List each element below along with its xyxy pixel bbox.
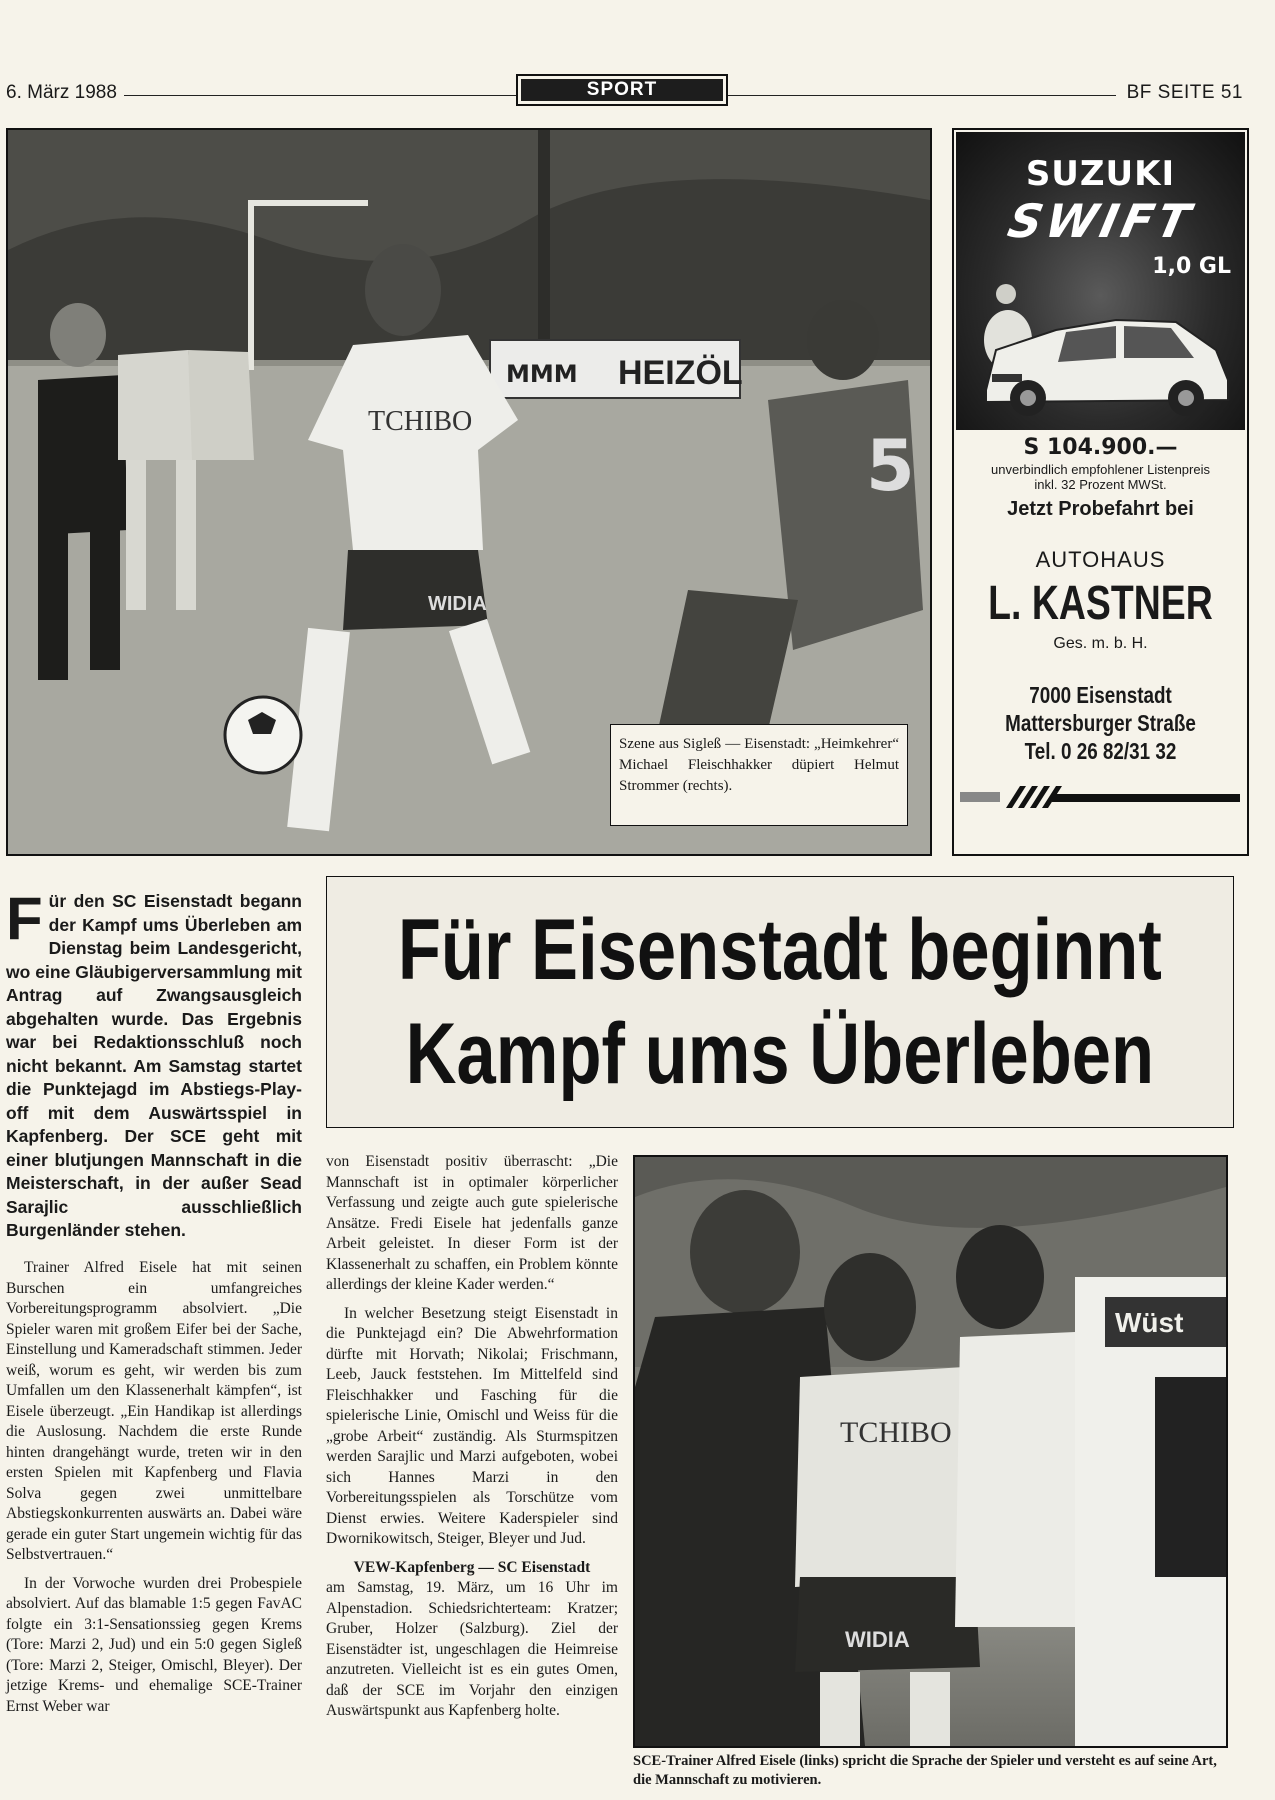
- ad-dealer-form: Ges. m. b. H.: [1053, 635, 1148, 652]
- ad-price: S 104.900.—: [1023, 435, 1178, 460]
- section-label: SPORT: [521, 79, 723, 101]
- shirt-text: TCHIBO: [368, 406, 473, 437]
- coach-photo-illustration: [635, 1157, 1226, 1746]
- shorts-text: WIDIA: [845, 1627, 910, 1652]
- shirt-text: TCHIBO: [840, 1416, 952, 1449]
- headline-line-1: Für Eisenstadt beginnt: [397, 902, 1163, 998]
- ad-dealer-prefix: AUTOHAUS: [1035, 547, 1166, 572]
- shirt-number: 5: [866, 425, 915, 507]
- suzuki-stripes-icon: [960, 786, 1240, 808]
- headline: [398, 898, 1162, 1106]
- photo-caption: Szene aus Sigleß — Eisenstadt: „Heimkehrer“ Michael Fleischhakker düpiert Helmut Strommer (rechts).: [610, 724, 908, 826]
- paragraph: In welcher Besetzung steigt Eisenstadt in die Punktejagd ein? Die Abwehrformation dürfte mit Horvath; Nikolai; Frischmann, Leeb, Jauck feststehen. Im Mittelfeld sind Fleischhakker und Fasching für die spielerische Linie, Omischl und Weiss für die „grobe Arbeit“ zuständig. Als Sturmspitzen werden Sarajlic und Marzi aufgeboten, wobei sich Hannes Marzi in den Vorbereitungsspielen als Torschütze vom Dienst erwies. Weitere Kaderspieler sind Dwornikowitsch, Steiger, Bleyer und Jud.: [326, 1304, 618, 1547]
- ad-address-city: 7000 Eisenstadt: [1029, 682, 1172, 708]
- ad-tax-note: inkl. 32 Prozent MWSt.: [1034, 477, 1167, 492]
- ad-price-note: unverbindlich empfohlener Listenpreis: [991, 462, 1210, 477]
- sign-text: Wüst: [1115, 1307, 1184, 1338]
- car-illustration: [966, 270, 1236, 420]
- ad-address-street: Mattersburger Straße: [1005, 710, 1196, 736]
- ad-dealer-name: L. KASTNER: [988, 577, 1213, 630]
- ad-brand: SUZUKI: [1025, 154, 1176, 194]
- coach-photo: [633, 1155, 1228, 1748]
- match-title: VEW-Kapfenberg — SC Eisenstadt: [353, 1558, 591, 1576]
- headline-box: [326, 876, 1234, 1128]
- paragraph: am Samstag, 19. März, um 16 Uhr im Alpenstadion. Schiedsrichterteam: Kratzer; Gruber, Holzer (Salzburg). Ziel der Eisenstädter ist, ungeschlagen die Heimreise anzutreten. Vielleicht ist es ein gutes Omen, daß der SCE im Vorjahr den einzigen Auswärtspunkt aus Kapfenberg holte.: [326, 1579, 618, 1719]
- article-column-2: [326, 1152, 618, 1722]
- issue-date: 6. März 1988: [6, 82, 117, 103]
- ad-variant: 1,0 GL: [1152, 254, 1231, 279]
- paragraph: von Eisenstadt positiv überrascht: „Die Mannschaft ist in optimaler körperlicher Verfassung und zeigte auch gute spielerische Ansätze. Fredi Eisele hat jedenfalls ganze Arbeit geleistet. In dieser Form ist der Klassenerhalt zu schaffen, ein Problem könnte allerdings der kleine Kader werden.“: [326, 1153, 618, 1293]
- ad-hero: [956, 132, 1245, 430]
- ad-test-drive: Jetzt Probefahrt bei: [1007, 498, 1194, 520]
- board-text-1: MMM: [506, 360, 578, 388]
- header-rule-right: [728, 95, 1116, 96]
- article-column-1: [6, 1258, 302, 1717]
- header-rule-left: [124, 95, 516, 96]
- paragraph: Trainer Alfred Eisele hat mit seinen Burschen ein umfangreiches Vorbereitungsprogramm absolviert. „Die Spieler waren mit großem Eifer bei der Sache, Einstellung und Kameradschaft stimmen. Jeder weiß, worum es geht, wir werden bis zum Umfallen um den Klassenerhalt kämpfen“, ist Eisele überzeugt. „Ein Handikap ist allerdings die Auslosung. Nachdem die erste Runde hinten drangehängt wurde, treten wir in den ersten Spielen mit Kapfenberg und Flavia Solva gegen zwei unmittelbare Abstiegskonkurrenten auswärts an. Dabei wäre gerade ein guter Start ungemein wichtig für das Selbstvertrauen.“: [6, 1259, 302, 1563]
- article-lead: [6, 885, 302, 1243]
- advertisement: [952, 128, 1249, 856]
- board-text-2: HEIZÖL: [618, 354, 743, 392]
- paragraph: In der Vorwoche wurden drei Probespiele absolviert. Auf das blamable 1:5 gegen FavAC folgte ein 3:1-Sensationssieg gegen Krems (Tore: Marzi 2, Jud) und ein 5:0 gegen Sigleß (Tore: Marzi 2, Steiger, Omischl, Bleyer). Der jetzige Krems- und ehemalige SCE-Trainer Ernst Weber war: [6, 1574, 302, 1715]
- shorts-text: WIDIA: [428, 593, 487, 615]
- photo-caption: SCE-Trainer Alfred Eisele (links) spricht die Sprache der Spieler und versteht es auf seine Art, die Mannschaft zu motivieren.: [633, 1753, 1217, 1788]
- ad-model: SWIFT: [1003, 194, 1199, 248]
- lead-text: ür den SC Eisenstadt begann der Kampf ums Überleben am Dienstag beim Landesgericht, wo eine Gläubigerversammlung mit Antrag auf Zwangsausgleich abgehalten wurde. Das Ergebnis war bei Redaktionsschluß noch nicht bekannt. Am Samstag startet die Punktejagd im Abstiegs-Play-off mit dem Auswärtsspiel in Kapfenberg. Der SCE geht mit einer blutjungen Mannschaft in die Meisterschaft, in der außer Sead Sarajlic ausschließlich Burgenländer stehen.: [6, 891, 302, 1240]
- page-number: BF SEITE 51: [1126, 82, 1243, 103]
- drop-cap: F: [6, 885, 43, 952]
- ad-phone: Tel. 0 26 82/31 32: [1024, 738, 1177, 764]
- section-label-box: [516, 74, 728, 106]
- headline-line-2: Kampf ums Überleben: [405, 1006, 1155, 1102]
